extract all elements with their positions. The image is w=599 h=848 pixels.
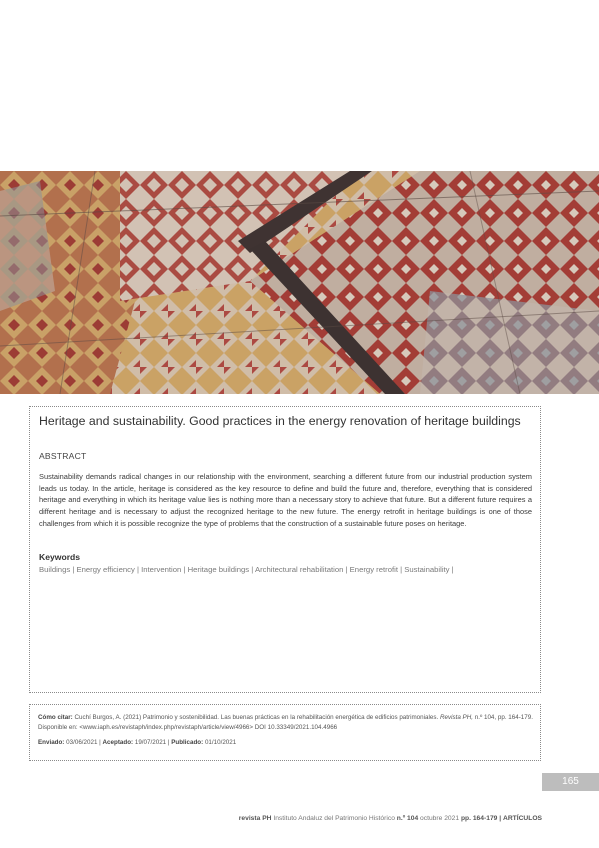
citation-label: Cómo citar: [38,714,73,721]
abstract-heading: ABSTRACT [39,451,87,461]
footer-journal: revista PH [238,815,272,822]
keywords-heading: Keywords [39,552,81,562]
page-number: 165 [542,773,599,791]
footer-date: octubre 2021 [420,815,460,822]
sent-date: 03/06/2021 [66,739,98,746]
accepted-date: 19/07/2021 [134,739,167,746]
footer-institute: Instituto Andaluz del Patrimonio Histórico [273,815,395,822]
citation-journal: Revista PH, [439,714,473,721]
header-photo-mosaic-floor [0,171,599,394]
citation-details: n.º 104, pp. 164-179. Disponible en: <www.iaph.es/revistaph/index.php/revistaph/article/view/4966> DOI 10.33349/2021.104.4966 [38,714,533,732]
article-title: Heritage and sustainability. Good practices in the energy renovation of heritage buildings [39,414,521,428]
published-date: 01/10/2021 [204,739,237,746]
footer-section: ARTÍCULOS [502,815,542,822]
abstract-text: Sustainability demands radical changes in our relationship with the environment, searching a different future from our industrial production system leads us today. In the article, heritage is considered as the key resource to define and build the future and, therefore, everything that is considered heritage and everything in which its heritage value lies is nothing more than a necessary story to achieve that future. But a different future requires a different heritage and is necessary to adjust the recognized heritage to the new future. The energy retrofit in heritage buildings is one of those challenges from which it is possible recognize the type of problems that the construction of a sustainable future poses on heritage. [39,472,532,528]
citation-box [29,704,541,761]
citation-body: Cuchí Burgos, A. (2021) Patrimonio y sostenibilidad. Las buenas prácticas en la rehabilitación energética de edificios patrimoniales. [74,714,439,721]
footer-issue: n.º 104 [396,815,419,822]
keywords-list: Buildings | Energy efficiency | Intervention | Heritage buildings | Architectural rehabilitation | Energy retrofit | Sustainability | [39,565,454,574]
accepted-label: Aceptado: [102,739,134,746]
publication-dates: Enviado: 03/06/2021 | Aceptado: 19/07/2021 | Publicado: 01/10/2021 [38,739,237,746]
mosaic-floor-image [0,171,599,394]
footer-pages: pp. 164-179 [460,815,498,822]
citation-text [38,713,534,733]
published-label: Publicado: [171,739,204,746]
running-footer: revista PH Instituto Andaluz del Patrimonio Histórico n.º 104 octubre 2021 pp. 164-179 | ARTÍCULOS [238,815,542,822]
sent-label: Enviado: [38,739,65,746]
abstract-box [29,406,541,693]
